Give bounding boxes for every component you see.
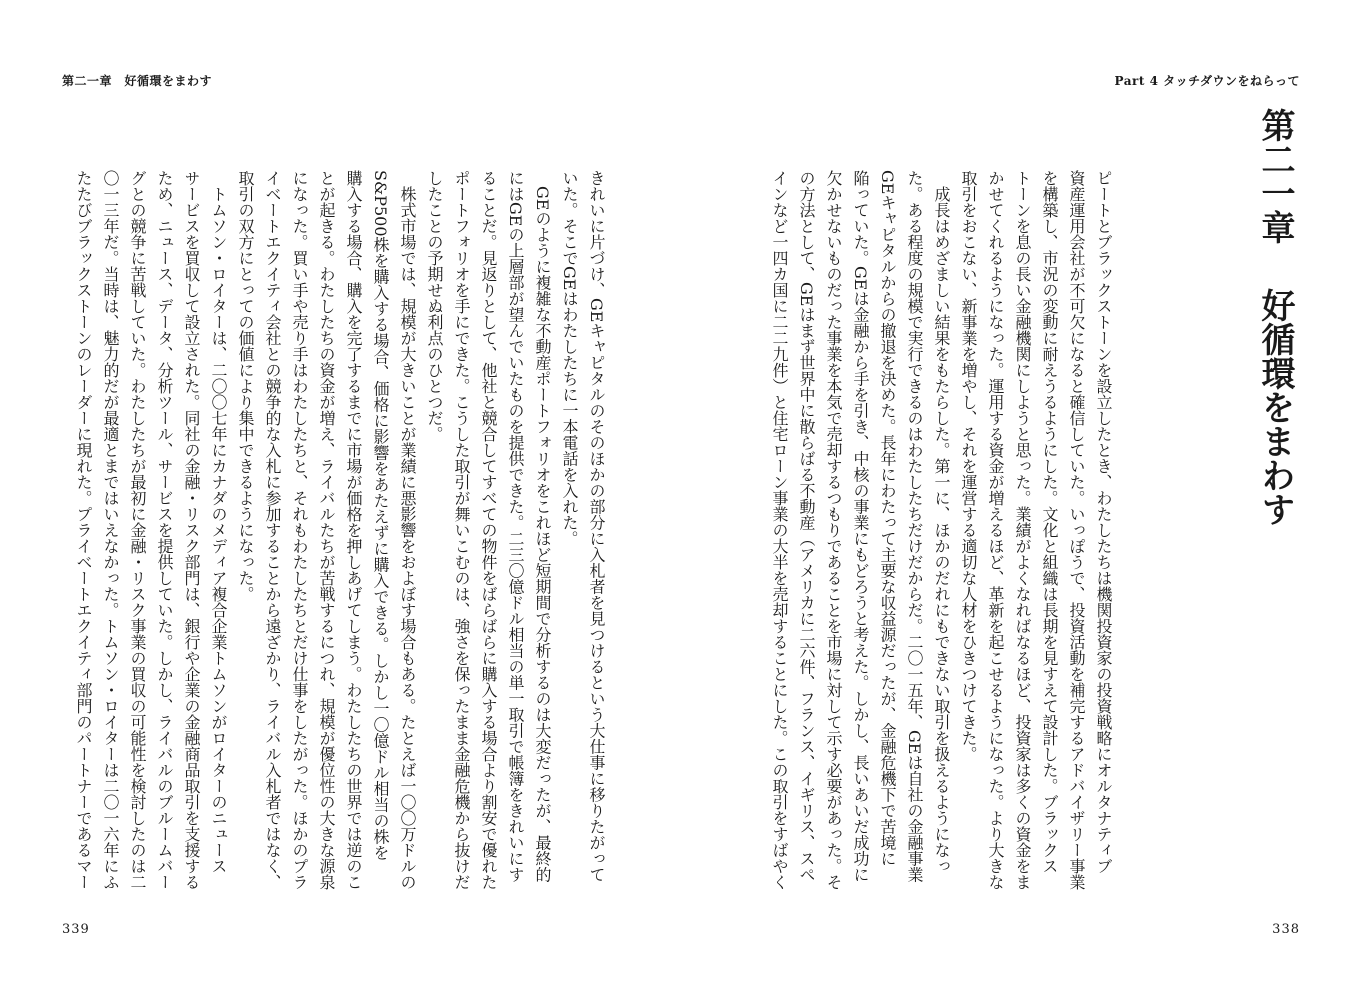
text-column: たたびブラックストーンのレーダーに現れた。プライベートエクイティ部門のパートナーであるマー: [74, 170, 93, 890]
text-column: になった。買い手や売り手はわたしたちと、それもわたしたちとだけ仕事をしたがった。ほかのプラ: [290, 170, 309, 890]
text-column: ることだ。見返りとして、他社と競合してすべての物件をばらばらに購入する場合より割安で優れた: [479, 170, 498, 890]
text-column: とが起きる。わたしたちの資金が増え、ライバルたちが苦戦するにつれ、規模が優位性の大きな源泉: [317, 170, 336, 890]
chapter-heading: [1255, 108, 1295, 526]
text-column: GEのように複雑な不動産ポートフォリオをこれほど短期間で分析するのは大変だったが、最終的: [533, 170, 552, 883]
text-column: サービスを買収して設立された。同社の金融・リスク部門は、銀行や企業の金融商品取引を支援する: [182, 170, 201, 890]
text-column: 陥っていた。GEは金融から手を引き、中核の事業にもどろうと考えた。しかし、長いあいだ成功に: [851, 170, 870, 883]
text-column: イベートエクイティ会社との競争的な入札に参加することから遠ざかり、ライバル入札者ではなく、: [263, 170, 282, 890]
text-column: た。ある程度の規模で実行できるのはわたしたちだけだからだ。二〇一五年、GEは自社の金融事業: [905, 170, 924, 883]
text-column: の方法として、GEはまず世界中に散らばる不動産（アメリカに二六件、フランス、イギリス、スペ: [797, 170, 816, 883]
text-column: 〇一三年だ。当時は、魅力的だが最適とまではいえなかった。トムソン・ロイターは二〇一六年にふ: [101, 170, 120, 890]
text-column: GEキャピタルからの撤退を決めた。長年にわたって主要な収益源だったが、金融危機下で苦境に: [878, 170, 897, 867]
running-head-left: 第二一章 好循環をまわす: [62, 74, 213, 88]
text-column: を構築し、市況の変動に耐えうるようにした。文化と組織は長期を見すえて設計した。ブラックス: [1040, 170, 1059, 874]
text-column: ピートとブラックストーンを設立したとき、わたしたちは機関投資家の投資戦略にオルタナティブ: [1094, 170, 1113, 874]
text-column: かせてくれるようになった。運用する資金が増えるほど、革新を起こせるようになった。より大きな: [986, 170, 1005, 890]
text-column: S&P500株を購入する場合、価格に影響をあたえずに購入できる。しかし一〇億ドル相当の株を: [371, 170, 390, 861]
text-column: 購入する場合、購入を完了するまでに市場が価格を押しあげてしまう。わたしたちの世界では逆のこ: [344, 170, 363, 890]
text-column: 取引をおこない、新事業を増やし、それを運営する適切な人材をひきつけてきた。: [959, 170, 978, 762]
text-column: トーンを息の長い金融機関にしようと思った。業績がよくなればなるほど、投資家は多くの資金をま: [1013, 170, 1032, 890]
text-column: いた。そこでGEはわたしたちに一本電話を入れた。: [560, 170, 579, 547]
text-column: 株式市場では、規模が大きいことが業績に悪影響をおよぼす場合もある。たとえば一〇〇万ドルの: [398, 170, 417, 890]
right-page-body: [766, 170, 1117, 900]
text-column: ポートフォリオを手にできた。こうした取引が舞いこむのは、強さを保ったまま金融危機から抜けだ: [452, 170, 471, 890]
page-number-right: 338: [1272, 922, 1300, 937]
left-page-body: [70, 170, 610, 900]
text-column: グとの競争に苦戦していた。わたしたちが最初に金融・リスク事業の買収の可能性を検討したのは二: [128, 170, 147, 890]
text-column: したことの予期せぬ利点のひとつだ。: [425, 170, 444, 442]
text-column: にはGEの上層部が望んでいたものを提供できた。二三〇億ドル相当の単一取引で帳簿をきれいにす: [506, 170, 525, 883]
text-column: 欠かせないものだった事業を本気で売却するつもりであることを市場に対して示す必要があった。そ: [824, 170, 843, 890]
running-head-right: Part 4 タッチダウンをねらって: [1114, 74, 1300, 88]
text-column: 取引の双方にとっての価値により集中できるようになった。: [236, 170, 255, 602]
chapter-number: 第二一章: [1255, 108, 1295, 244]
page-number-left: 339: [62, 922, 90, 937]
text-column: きれいに片づけ、GEキャピタルのそのほかの部分に入札者を見つけるという大仕事に移りたがって: [587, 170, 606, 883]
text-column: 資産運用会社が不可欠になると確信していた。いっぽうで、投資活動を補完するアドバイザリー事業: [1067, 170, 1086, 890]
chapter-title: 好循環をまわす: [1255, 288, 1295, 526]
text-column: インなど一四カ国に二二九件）と住宅ローン事業の大半を売却することにした。この取引をすばやく: [770, 170, 789, 890]
text-column: ため、ニュース、データ、分析ツール、サービスを提供していた。しかし、ライバルのブルームバー: [155, 170, 174, 890]
text-column: 成長はめざましい結果をもたらした。第一に、ほかのだれにもできない取引を扱えるようになっ: [932, 170, 951, 874]
text-column: トムソン・ロイターは、二〇〇七年にカナダのメディア複合企業トムソンがロイターのニュース: [209, 170, 228, 874]
